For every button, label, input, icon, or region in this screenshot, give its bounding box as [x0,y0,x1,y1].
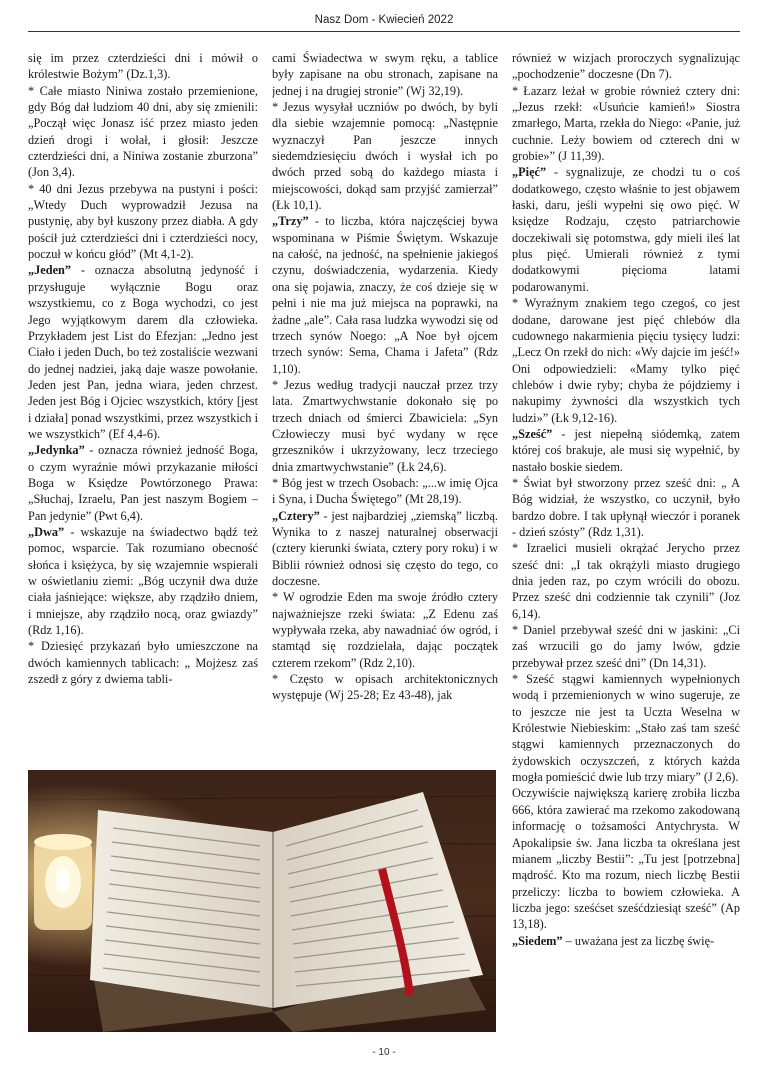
candle [34,834,92,930]
paragraph-text: - oznacza absolutną jedyność i przysługuje wyłącznie Bogu oraz wszystkiemu, co z Boga wychodzi, co jest Jego wyjątkowym darem dla człowieka. Przykładem jest List do Efezjan: „Jedno jest Ciało i jeden Duch, bo też zostaliście wezwani do jednej nadziei, jaką daje wasze powołanie. Jeden jest Pan, jedna wiara, jeden chrzest. Jeden jest Bóg i Ojciec wszystkich, który [jest i działa] ponad wszystkimi, przez wszystkich i we wszystkich” (Ef 4,4-6). [28,263,258,441]
paragraph: Oczywiście największą karierę zrobiła liczba 666, która zawierać ma rzekomo zakodowaną informację o tożsamości Antychrysta. W Apokalipsie św. Jana liczba ta określana jest mianem „liczby Bestii”: „Tu jest [potrzebna] mądrość. Kto ma rozum, niech liczbę Bestii przeliczy: liczba to bowiem człowieka. A liczba jego: sześćset sześćdziesiąt sześć” (Ap 13,18). [512,786,740,932]
paragraph-text: - oznacza również jedność Boga, o czym wyraźnie mówi przykazanie miłości Boga w Księdze Powtórzonego Prawa: „Słuchaj, Izraelu, Pan jest naszym Bogiem – Pan jedynie” (Pwt 6,4). [28,443,258,523]
magazine-title: Nasz Dom - Kwiecień 2022 [314,14,454,26]
paragraph-text: - sygnalizuje, ze chodzi tu o coś dodatkowego, często właśnie to jest objawem łaski, daru, jeśli wypełni się owo pięć. W księdze Rodzaju, często patriarchowie doczekiwali się potomstwa, gdy mieli ileś lat plus pięć. Umierali również z tymi dodatkowymi pięcioma latami podarowanymi. [512,165,740,294]
number-heading: „Sześć” [512,426,553,441]
paragraph [512,426,740,475]
paragraph [512,164,740,295]
number-heading: „Siedem” [512,933,563,948]
paragraph: * Bóg jest w trzech Osobach: „...w imię Ojca i Syna, i Ducha Świętego” (Mt 28,19). [272,475,498,507]
page-number: - 10 - [372,1047,396,1058]
paragraph [272,213,498,376]
paragraph [28,442,258,524]
paragraph: * Często w opisach architektonicznych występuje (Wj 25-28; Ez 43-48), jak [272,672,498,703]
text-column-3 [512,50,740,1050]
paragraph: cami Świadectwa w swym ręku, a tablice były zapisane na obu stronach, zapisane na jednej i na drugiej stronie” (Wj 32,19). [272,51,498,98]
bible-candle-photo [28,770,496,1032]
paragraph [28,524,258,638]
number-heading: „Pięć” [512,165,547,180]
paragraph [512,933,740,949]
paragraph [272,508,498,590]
paragraph: * Dziesięć przykazań było umieszczone na dwóch kamiennych tablicach: „ Mojżesz zaś zszedł z góry z dwiema tabli- [28,639,258,687]
number-heading: „Jedynka” [28,443,85,458]
text-column-2 [272,50,498,755]
paragraph-text: - to liczba, która najczęściej bywa wspominana w Piśmie Świętym. Wskazuje na całość, na jedność, na spełnienie jakiegoś czynu, doświadczenia, wydarzenia. Kiedy ona się pojawia, znaczy, że coś dzieje się w pełni i nie ma już miejsca na poprawki, na żadne „ale”. Cała rasa ludzka wywodzi się od trzech synów Noego: „A Noe był ojcem trzech synów: Sema, Chama i Jafeta” (Rdz 1,10). [272,214,498,376]
page-header [28,14,740,32]
paragraph: * Jezus według tradycji nauczał przez trzy lata. Zmartwychwstanie dokonało się po trzech dniach od śmierci Zbawiciela: „Syn Człowieczy musi być wydany w ręce grzeszników i ukrzyżowany, lecz trzeciego dnia zmartwychwstanie” (Łk 24,6). [272,377,498,474]
paragraph-text: - wskazuje na świadectwo bądź też pomoc, wsparcie. Tak rozumiano obecność słońca i księżyca, by się wzajemnie wspierali w oświetlaniu ziemi: „Bóg uczynił dwa duże ciała jaśniejące: większe, aby rządziło dniem, i mniejsze, aby rządziło nocą, oraz gwiazdy” (Rdz 1,16). [28,524,258,638]
paragraph: * Łazarz leżał w grobie również cztery dni: „Jezus rzekł: «Usuńcie kamień!» Siostra zmarłego, Marta, rzekła do Niego: «Panie, już cuchnie. Leży bowiem od czterech dni w grobie»” (J 11,39). [512,83,740,164]
paragraph: * 40 dni Jezus przebywa na pustyni i pości: „Wtedy Duch wyprowadził Jezusa na pustynię, aby był kuszony przez diabła. A gdy pościł już czterdzieści dni i czterdzieści nocy, poczuł w końcu głód” (Mt 4,1-2). [28,181,258,262]
text-column-1 [28,50,258,755]
paragraph: * Izraelici musieli okrążać Jerycho przez sześć dni: „I tak okrążyli miasto drugiego dnia jeden raz, po czym wrócili do obozu. Przez sześć dni codziennie tak czynili” (Joz 6,14). [512,541,740,621]
paragraph: * Wyraźnym znakiem tego czegoś, co jest dodane, darowane jest pięć chlebów dla cudownego nakarmienia pięciu tysięcy ludzi: „Lecz On rzekł do nich: «Wy dajcie im jeść!» Oni odpowiedzieli: «Mamy tylko pięć chlebów i dwie ryby; chyba że pójdziemy i nakupimy żywności dla wszystkich tych ludzi»” (Łk 9,12-16). [512,296,740,425]
paragraph: * Świat był stworzony przez sześć dni: „ A Bóg widział, że wszystko, co uczynił, było bardzo dobre. I tak upłynął wieczór i poranek - dzień szósty” (Rdz 1,31). [512,475,740,539]
paragraph: * W ogrodzie Eden ma swoje źródło cztery najważniejsze rzeki świata: „Z Edenu zaś wypływała rzeka, aby nawadniać ów ogród, i stamtąd się rozdzielała, dając początek czterem rzekom” (Rdz 2,10). [272,590,498,670]
number-heading: „Dwa” [28,524,65,539]
paragraph: * Daniel przebywał sześć dni w jaskini: „Ci zaś wrzucili go do jamy lwów, gdzie przebywał przez sześć dni” (Dn 14,31). [512,623,740,670]
paragraph: * Jezus wysyłał uczniów po dwóch, by byli dla siebie wzajemnie pomocą: „Następnie wyznaczył Pan jeszcze innych siedemdziesięciu dwóch i wysłał ich po dwóch przed sobą do każdego miasta i miejscowości, dokąd sam przyjść zamierzał” (Łk 10,1). [272,100,498,213]
number-heading: „Cztery” [272,508,320,523]
page-footer [0,1047,768,1058]
paragraph [28,262,258,442]
paragraph: * Całe miasto Niniwa zostało przemienione, gdy Bóg dał ludziom 40 dni, aby się zmienili: „Począł więc Jonasz iść przez miasto jeden dzień drogi i wołał, i głosił: Jeszcze czterdzieści dni, a Niniwa zostanie zburzona” (Jon 3,4). [28,83,258,180]
paragraph: * Sześć stągwi kamiennych wypełnionych wodą i przemienionych w wino sugeruje, ze to jeszcze nie jest ta Uczta Weselna w Królestwie Niebieskim: „Stało zaś tam sześć stągwi kamiennych przeznaczonych do żydowskich oczyszczeń, z których każda mogła pomieścić dwie lub trzy miary” (J 2,6). [512,672,740,785]
paragraph-text: - jest niepełną siódemką, zatem której coś brakuje, ale musi się wypełnić, by nastało boskie siedem. [512,426,740,474]
paragraph: się im przez czterdzieści dni i mówił o królestwie Bożym” (Dz.1,3). [28,51,258,82]
paragraph: również w wizjach proroczych sygnalizując „pochodzenie” doczesne (Dn 7). [512,51,740,82]
number-heading: „Jeden” [28,263,72,278]
paragraph-text: - jest najbardziej „ziemską” liczbą. Wynika to z naszej naturalnej obserwacji (cztery kierunki świata, cztery pory roku) i w Biblii również odnosi się często do tego, co doczesne. [272,508,498,588]
paragraph-text: – uważana jest za liczbę świę- [562,933,715,948]
number-heading: „Trzy” [272,214,309,229]
